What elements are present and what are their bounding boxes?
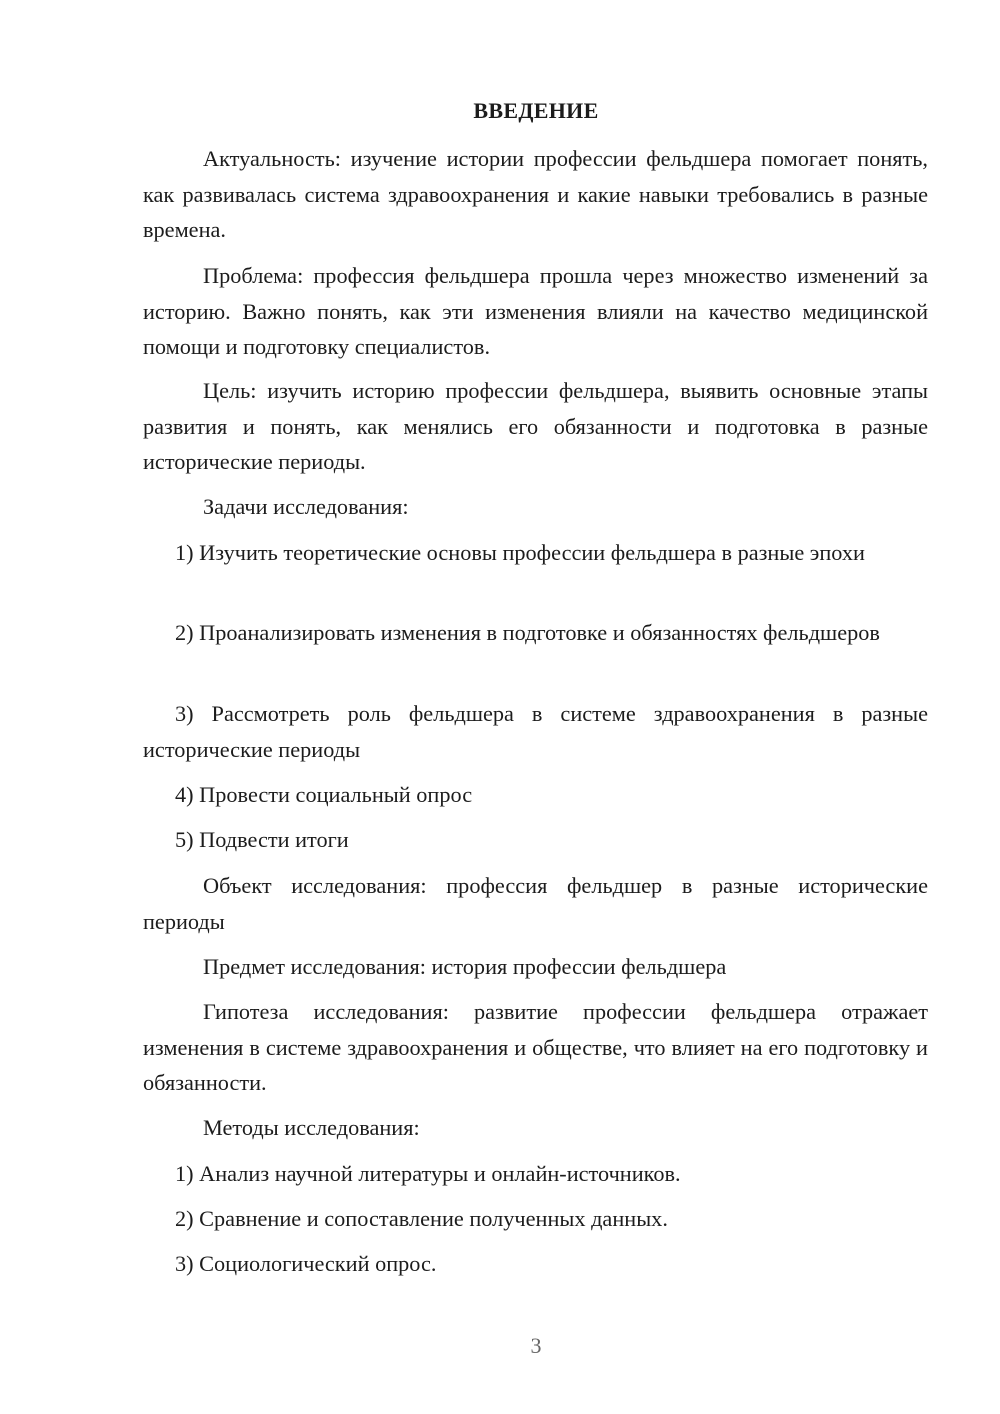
section-title: ВВЕДЕНИЕ bbox=[473, 98, 599, 123]
subject-paragraph: Предмет исследования: история профессии фельдшера bbox=[203, 954, 727, 979]
method-item-2: 2) Сравнение и сопоставление полученных данных. bbox=[175, 1206, 668, 1231]
task-item-1: 1) Изучить теоретические основы профессии фельдшера в разные эпохи bbox=[175, 540, 865, 565]
task-item-4: 4) Провести социальный опрос bbox=[175, 782, 473, 807]
method-item-3: 3) Социологический опрос. bbox=[175, 1251, 437, 1276]
method-item-1: 1) Анализ научной литературы и онлайн-источников. bbox=[175, 1161, 681, 1186]
problem-paragraph: Проблема: профессия фельдшера прошла через множество изменений за историю. Важно понять, как эти изменения влияли на качество медицинской помощи и подготовку специалистов. bbox=[143, 263, 928, 359]
object-paragraph: Объект исследования: профессия фельдшер в разные исторические периоды bbox=[143, 873, 928, 934]
hypothesis-paragraph: Гипотеза исследования: развитие профессии фельдшера отражает изменения в системе здравоохранения и обществе, что влияет на его подготовку и обязанности. bbox=[143, 999, 928, 1095]
task-item-3: 3) Рассмотреть роль фельдшера в системе здравоохранения в разные исторические периоды bbox=[143, 701, 928, 762]
page-number: 3 bbox=[530, 1333, 542, 1358]
relevance-paragraph: Актуальность: изучение истории профессии фельдшера помогает понять, как развивалась система здравоохранения и какие навыки требовались в разные времена. bbox=[143, 146, 928, 242]
task-item-2: 2) Проанализировать изменения в подготовке и обязанностях фельдшеров bbox=[175, 620, 880, 645]
goal-paragraph: Цель: изучить историю профессии фельдшера, выявить основные этапы развития и понять, как менялись его обязанности и подготовка в разные исторические периоды. bbox=[143, 378, 928, 474]
methods-heading: Методы исследования: bbox=[203, 1115, 420, 1140]
task-item-5: 5) Подвести итоги bbox=[175, 827, 349, 852]
tasks-heading: Задачи исследования: bbox=[203, 494, 409, 519]
